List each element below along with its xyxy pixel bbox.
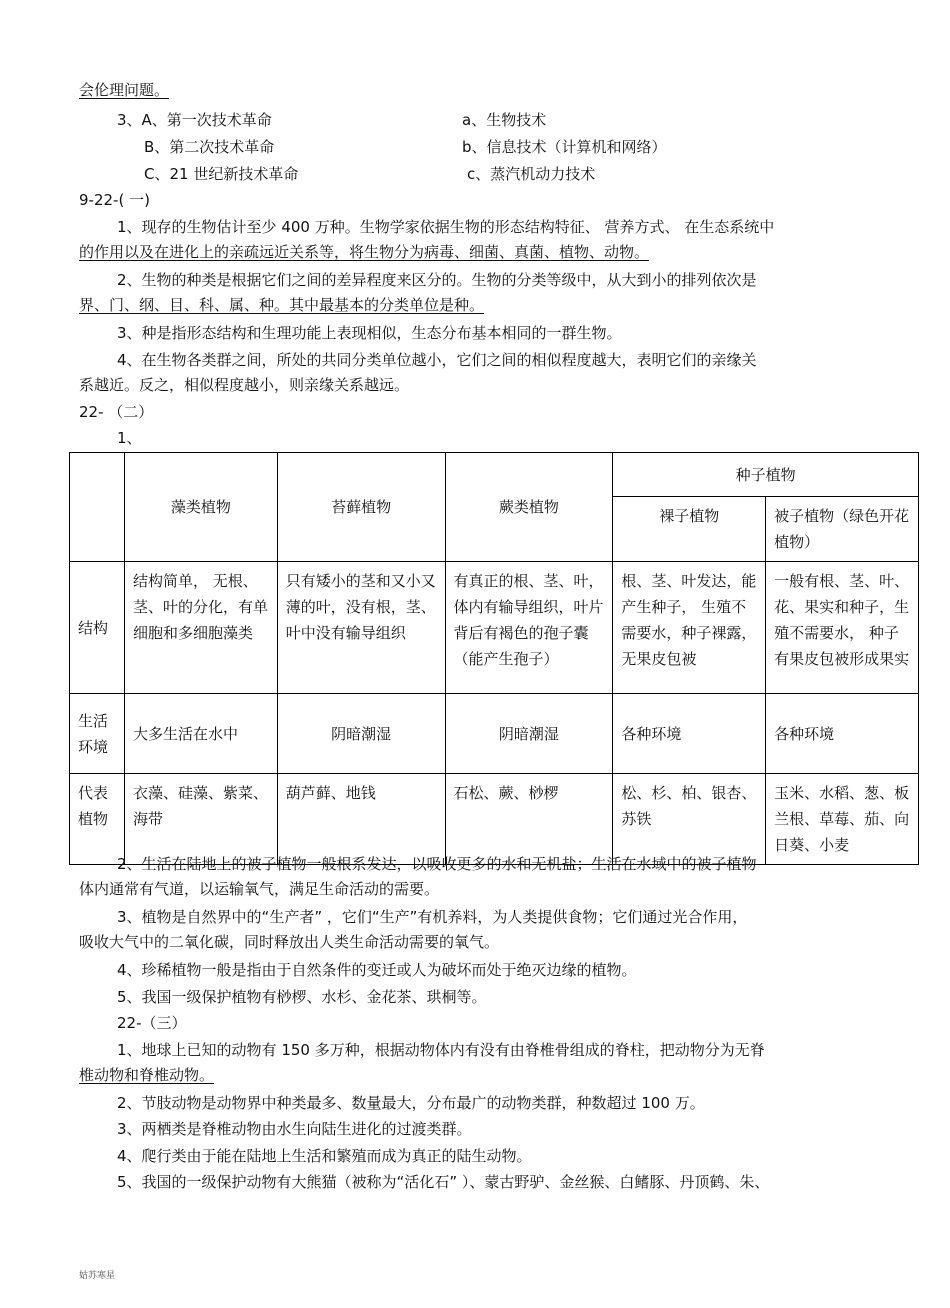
cell-habitat-gymnosperm: 各种环境 (613, 694, 766, 774)
header-gymnosperm: 裸子植物 (613, 497, 766, 562)
text-line: 3、种是指形态结构和生理功能上表现相似，生态分布基本相同的一群生物。 (117, 324, 622, 342)
cell-examples-angiosperm: 玉米、水稻、葱、板兰根、草莓、茄、向日葵、小麦 (766, 774, 919, 865)
section-heading: 22-（三） (117, 1014, 187, 1032)
row-label-habitat: 生活环境 (70, 694, 125, 774)
cell-structure-moss: 只有矮小的茎和又小又薄的叶，没有根，茎、叶中没有输导组织 (277, 562, 445, 694)
section-heading: 9-22-( 一) (79, 191, 150, 209)
text-line: 1、现存的生物估计至少 400 万种。生物学家依据生物的形态结构特征、 营养方式、 在生态系统中 (117, 218, 775, 236)
header-algae: 藻类植物 (124, 453, 277, 562)
text-line: a、生物技术 (462, 111, 547, 129)
header-seed-plants: 种子植物 (613, 453, 919, 497)
text-line: 4、爬行类由于能在陆地上生活和繁殖而成为真正的陆生动物。 (117, 1147, 532, 1165)
cell-structure-angiosperm: 一般有根、茎、叶、花、果实和种子，生殖不需要水， 种子有果皮包被形成果实 (766, 562, 919, 694)
text-line: B、第二次技术革命 (144, 138, 275, 156)
text-line: 椎动物和脊椎动物。 (79, 1066, 215, 1084)
text-line: b、信息技术（计算机和网络） (462, 138, 667, 156)
text-line: 5、我国一级保护植物有桫椤、水杉、金花茶、珙桐等。 (117, 988, 487, 1006)
cell-habitat-moss: 阴暗潮湿 (277, 694, 445, 774)
text-line: 系越近。反之，相似程度越小，则亲缘关系越远。 (79, 376, 410, 394)
cell-habitat-angiosperm: 各种环境 (766, 694, 919, 774)
cell-habitat-fern: 阴暗潮湿 (445, 694, 613, 774)
cell-structure-fern: 有真正的根、茎、叶，体内有输导组织，叶片背后有褐色的孢子囊（能产生孢子） (445, 562, 613, 694)
text-line: 3、植物是自然界中的“生产者” ，它们“生产”有机养料，为人类提供食物；它们通过光合作用， (117, 908, 748, 926)
text-line: 的作用以及在进化上的亲疏远近关系等，将生物分为病毒、细菌、真菌、植物、动物。 (79, 243, 650, 261)
cell-structure-gymnosperm: 根、茎、叶发达，能产生种子， 生殖不需要水，种子裸露，无果皮包被 (613, 562, 766, 694)
text-line: 2、生活在陆地上的被子植物一般根系发达，以吸收更多的水和无机盐；生活在水域中的被子植物 (117, 855, 757, 873)
section-heading: 22- （二） (79, 403, 154, 421)
page-footer: 姑苏寒星 (79, 1271, 116, 1281)
row-label-structure: 结构 (70, 562, 125, 694)
text-line: 2、节肢动物是动物界中种类最多、数量最大，分布最广的动物类群，种数超过 100 万。 (117, 1094, 705, 1112)
text-line: 3、A、第一次技术革命 (117, 111, 272, 129)
text-line: 3、两栖类是脊椎动物由水生向陆生进化的过渡类群。 (117, 1120, 472, 1138)
cell-examples-fern: 石松、蕨、桫椤 (445, 774, 613, 865)
text-line: 1、 (117, 429, 142, 447)
header-angiosperm: 被子植物（绿色开花植物） (766, 497, 919, 562)
row-label-examples: 代表植物 (70, 774, 125, 865)
cell-examples-moss: 葫芦藓、地钱 (277, 774, 445, 865)
text-line: 吸收大气中的二氧化碳，同时释放出人类生命活动需要的氧气。 (79, 933, 500, 951)
text-line: 2、生物的种类是根据它们之间的差异程度来区分的。生物的分类等级中，从大到小的排列依次是 (117, 271, 757, 289)
table-corner-cell (70, 453, 125, 562)
text-line: c、蒸汽机动力技术 (467, 165, 596, 183)
text-line: 4、珍稀植物一般是指由于自然条件的变迁或人为破坏而处于绝灭边缘的植物。 (117, 961, 637, 979)
text-line: 1、地球上已知的动物有 150 多万种，根据动物体内有没有由脊椎骨组成的脊柱，把动物分为无脊 (117, 1041, 765, 1059)
text-line: 5、我国的一级保护动物有大熊猫（被称为“活化石” ）、蒙古野驴、金丝猴、白鳍豚、丹顶鹤、朱、 (117, 1173, 770, 1191)
header-moss: 苔藓植物 (277, 453, 445, 562)
text-line: 4、在生物各类群之间，所处的共同分类单位越小，它们之间的相似程度越大，表明它们的亲缘关 (117, 351, 757, 369)
header-fern: 蕨类植物 (445, 453, 613, 562)
text-line: 界、门、纲、目、科、属、种。其中最基本的分类单位是种。 (79, 296, 485, 314)
text-line: C、21 世纪新技术革命 (144, 165, 299, 183)
cell-habitat-algae: 大多生活在水中 (124, 694, 277, 774)
text-line: 体内通常有气道，以运输氧气，满足生命活动的需要。 (79, 880, 440, 898)
cell-examples-gymnosperm: 松、杉、柏、银杏、苏铁 (613, 774, 766, 865)
plant-classification-table (69, 452, 919, 865)
cell-structure-algae: 结构简单， 无根、茎、叶的分化，有单细胞和多细胞藻类 (124, 562, 277, 694)
text-line: 会伦理问题。 (79, 81, 170, 99)
cell-examples-algae: 衣藻、硅藻、紫菜、海带 (124, 774, 277, 865)
